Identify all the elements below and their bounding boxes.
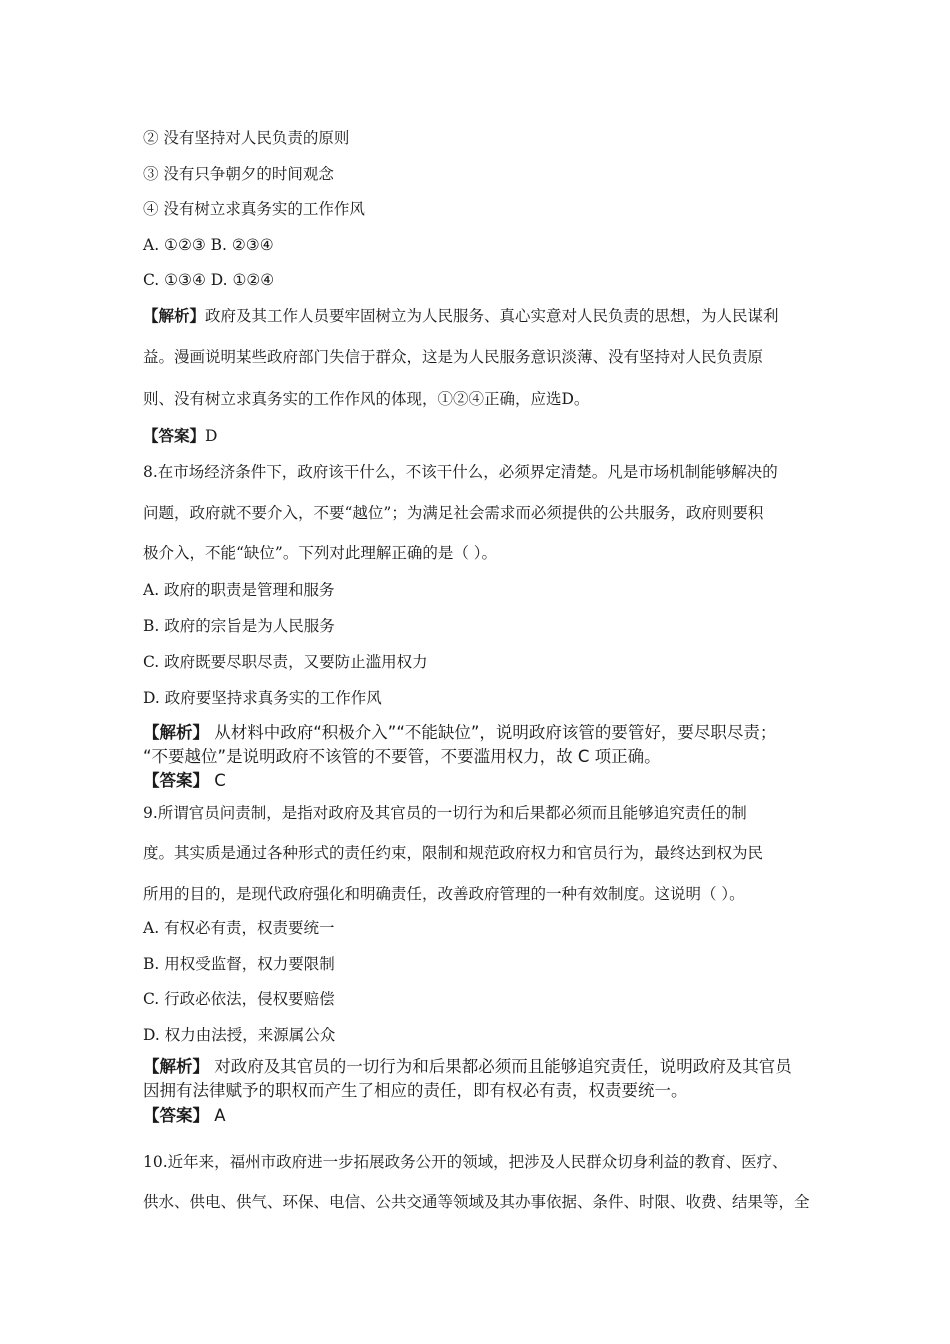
option-3: ③ 没有只争朝夕的时间观念	[143, 165, 334, 183]
answer-8: 【答案】 C	[143, 771, 226, 790]
option-4: ④ 没有树立求真务实的工作作风	[143, 200, 365, 218]
option-9b: B. 用权受监督，权力要限制	[143, 955, 335, 973]
question-10-line-2: 供水、供电、供气、环保、电信、公共交通等领域及其办事依据、条件、时限、收费、结果等，全	[143, 1193, 810, 1211]
question-8-line-1: 8.在市场经济条件下，政府该干什么，不该干什么，必须界定清楚。凡是市场机制能够解决的	[143, 463, 778, 481]
choices-cd: C. ①③④ D. ①②④	[143, 271, 275, 289]
question-8-line-2: 问题，政府就不要介入，不要“越位”；为满足社会需求而必须提供的公共服务，政府则要积	[143, 504, 764, 522]
question-10-line-1: 10.近年来，福州市政府进一步拓展政务公开的领域，把涉及人民群众切身利益的教育、医疗、	[143, 1153, 788, 1171]
analysis-7-line-1: 【解析】政府及其工作人员要牢固树立为人民服务、真心实意对人民负责的思想，为人民谋利	[143, 306, 779, 325]
section-marker: 【解析】	[143, 1057, 209, 1076]
analysis-7-line-3: 则、没有树立求真务实的工作作风的体现，①②④正确，应选D。	[143, 390, 590, 408]
section-marker: 【答案】	[143, 1106, 209, 1125]
option-8a: A. 政府的职责是管理和服务	[143, 581, 335, 599]
option-8d: D. 政府要坚持求真务实的工作作风	[143, 689, 382, 707]
answer-7: 【答案】D	[143, 426, 218, 445]
analysis-8-line-1: 【解析】 从材料中政府“积极介入”“不能缺位”，说明政府该管的要管好，要尽职尽责；	[143, 723, 777, 742]
analysis-7-line-2: 益。漫画说明某些政府部门失信于群众，这是为人民服务意识淡薄、没有坚持对人民负责原	[143, 348, 764, 366]
section-marker: 【解析】	[143, 306, 206, 325]
option-2: ② 没有坚持对人民负责的原则	[143, 129, 350, 147]
option-8b: B. 政府的宗旨是为人民服务	[143, 617, 335, 635]
option-8c: C. 政府既要尽职尽责，又要防止滥用权力	[143, 653, 428, 671]
option-9d: D. 权力由法授，来源属公众	[143, 1026, 336, 1044]
question-9-line-2: 度。其实质是通过各种形式的责任约束，限制和规范政府权力和官员行为，最终达到权为民	[143, 844, 764, 862]
section-marker: 【答案】	[143, 771, 209, 790]
analysis-9-line-2: 因拥有法律赋予的职权而产生了相应的责任，即有权必有责，权责要统一。	[143, 1081, 688, 1100]
section-marker: 【答案】	[143, 426, 206, 445]
analysis-8-line-2: “不要越位”是说明政府不该管的不要管，不要滥用权力，故 C 项正确。	[143, 747, 661, 766]
section-marker: 【解析】	[143, 723, 209, 742]
option-9a: A. 有权必有责，权责要统一	[143, 919, 335, 937]
question-9-line-1: 9.所谓官员问责制，是指对政府及其官员的一切行为和后果都必须而且能够追究责任的制	[143, 804, 747, 822]
choices-ab: A. ①②③ B. ②③④	[143, 236, 274, 254]
answer-9: 【答案】 A	[143, 1106, 226, 1125]
question-9-line-3: 所用的目的，是现代政府强化和明确责任，改善政府管理的一种有效制度。这说明（ ）。	[143, 885, 745, 903]
option-9c: C. 行政必依法，侵权要赔偿	[143, 990, 335, 1008]
question-8-line-3: 极介入，不能“缺位”。下列对此理解正确的是（ ）。	[143, 544, 498, 562]
analysis-9-line-1: 【解析】 对政府及其官员的一切行为和后果都必须而且能够追究责任，说明政府及其官员	[143, 1057, 792, 1076]
